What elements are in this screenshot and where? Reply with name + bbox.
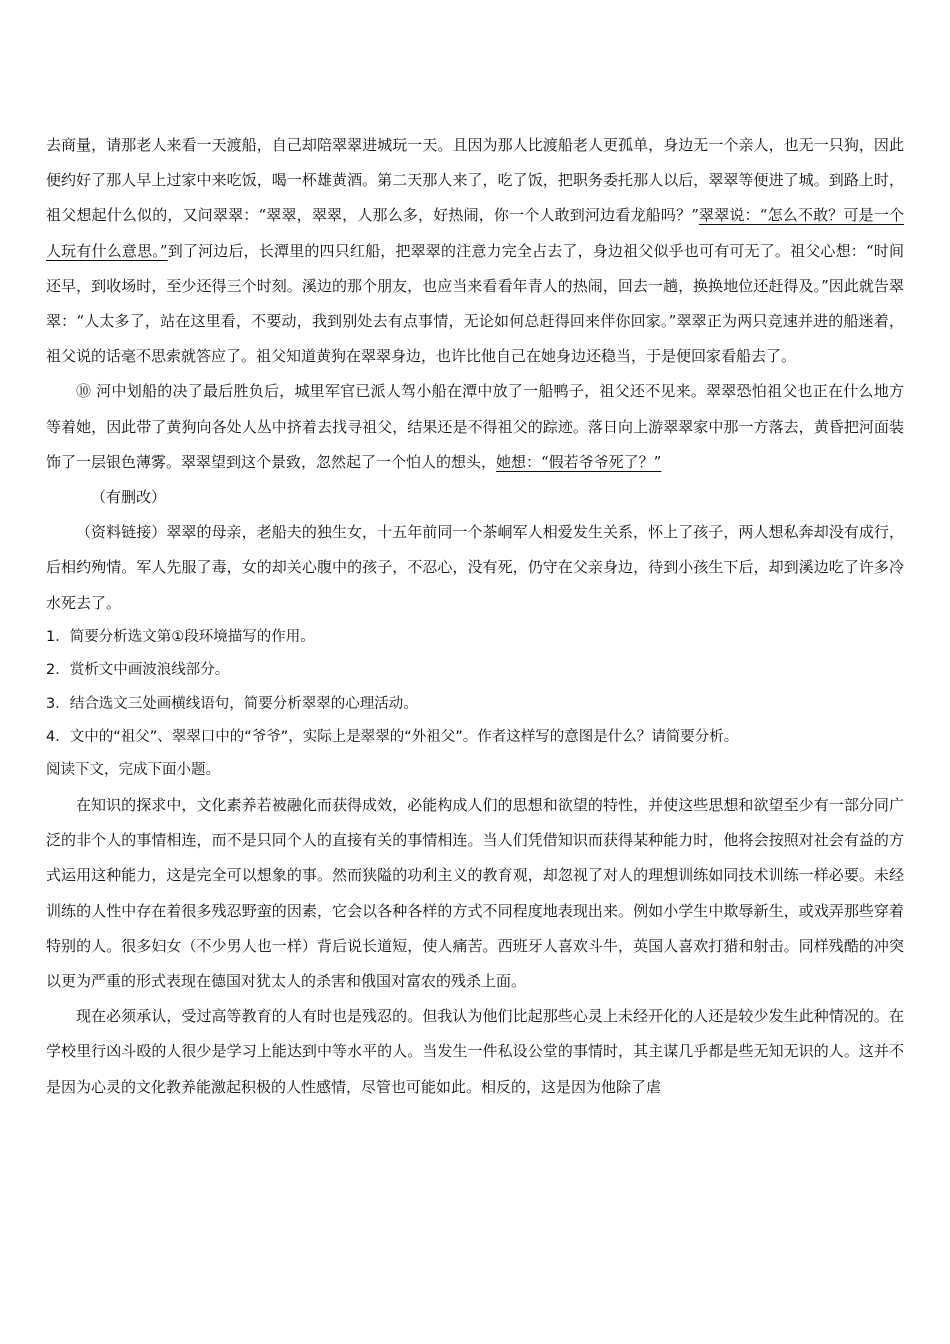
- passage-paragraph-10: [46, 374, 904, 480]
- question-1: 1．简要分析选文第①段环境描写的作用。: [46, 628, 315, 645]
- edit-note: （有删改）: [91, 488, 167, 507]
- passage-paragraph-9: [46, 128, 904, 374]
- passage-paragraph-9-end: 到了河边后，长潭里的四只红船，把翠翠的注意力完全占去了，身边祖父似乎也可有可无了。祖父心想：“时间还早，到收场时，至少还得三个时刻。溪边的那个朋友，也应当来看看年青人的热闹，回去一趟，换换地位还赶得及。”因此就告翠翠：“人太多了，站在这里看，不要动，我到别处去有点事情，无论如何总赶得回来伴你回家。”翠翠正为两只竞速并进的船迷着，祖父说的话毫不思索就答应了。祖父知道黄狗在翠翠身边，也许比他自己在她身边还稳当，于是便回家看船去了。: [46, 241, 904, 366]
- question-2: 2．赏析文中画波浪线部分。: [46, 662, 230, 679]
- question-4: 4．文中的“祖父”、翠翠口中的“爷爷”，实际上是翠翠的“外祖父”。作者这样写的意图是什么？请简要分析。: [46, 729, 739, 746]
- passage-paragraph-10-start: ⑩ 河中划船的决了最后胜负后，城里军官已派人驾小船在潭中放了一船鸭子，祖父还不见来。翠翠恐怕祖父也正在什么地方等着她，因此带了黄狗向各处人丛中挤着去找寻祖父，结果还是不得祖父的踪迹。落日向上游翠翠家中那一方落去，黄昏把河面装饰了一层银色薄雾。翠翠望到这个景致，忽然起了一个怕人的想头，: [46, 382, 904, 471]
- document-content: [46, 128, 904, 1105]
- reading-paragraph-2: 现在必须承认，受过高等教育的人有时也是残忍的。但我认为他们比起那些心灵上未经开化的人还是较少发生此种情况的。在学校里行凶斗殴的人很少是学习上能达到中等水平的人。当发生一件私设公堂的事情时，其主谋几乎都是些无知无识的人。这并不是因为心灵的文化教养能激起积极的人性感情，尽管也可能如此。相反的，这是因为他除了虐: [46, 1007, 904, 1096]
- question-3: 3．结合选文三处画横线语句，简要分析翠翠的心理活动。: [46, 695, 418, 712]
- reading-paragraph-1: 在知识的探求中，文化素养若被融化而获得成效，必能构成人们的思想和欲望的特性，并使这些思想和欲望至少有一部分同广泛的非个人的事情相连，而不是只同个人的直接有关的事情相连。当人们凭借知识而获得某种能力时，他将会按照对社会有益的方式运用这种能力，这是完全可以想象的事。然而狭隘的功利主义的教育观，却忽视了对人的理想训练如同技术训练一样必要。未经训练的人性中存在着很多残忍野蛮的因素，它会以各种各样的方式不同程度地表现出来。例如小学生中欺辱新生，或戏弄那些穿着特别的人。很多妇女（不少男人也一样）背后说长道短，使人痛苦。西班牙人喜欢斗牛，英国人喜欢打猎和射击。同样残酷的冲突以更为严重的形式表现在德国对犹太人的杀害和俄国对富农的残杀上面。: [46, 796, 904, 991]
- passage-paragraph-9-start: 去商量，请那老人来看一天渡船，自己却陪翠翠进城玩一天。且因为那人比渡船老人更孤单，身边无一个亲人，也无一只狗，因此便约好了那人早上过家中来吃饭，喝一杯雄黄酒。第二天那人来了，吃了饭，把职务委托那人以后，翠翠等便进了城。到路上时，祖父想起什么似的，又问翠翠：“翠翠，翠翠，人那么多，好热闹，你一个人敢到河边看龙船吗？”: [46, 136, 904, 225]
- reading-instruction: 阅读下文，完成下面小题。: [46, 762, 220, 779]
- underlined-sentence-2: 她想：“假若爷爷死了？”: [496, 452, 662, 471]
- underlined-sentence-1: 翠翠说：“怎么不敢？可是一个人玩有什么意思。”: [46, 206, 904, 260]
- background-link-paragraph: （资料链接）翠翠的母亲，老船夫的独生女，十五年前同一个茶峒军人相爱发生关系，怀上了孩子，两人想私奔却没有成行，后相约殉情。军人先服了毒，女的却关心腹中的孩子，不忍心，没有死，仍守在父亲身边，待到小孩生下后，却到溪边吃了许多冷水死去了。: [46, 523, 904, 612]
